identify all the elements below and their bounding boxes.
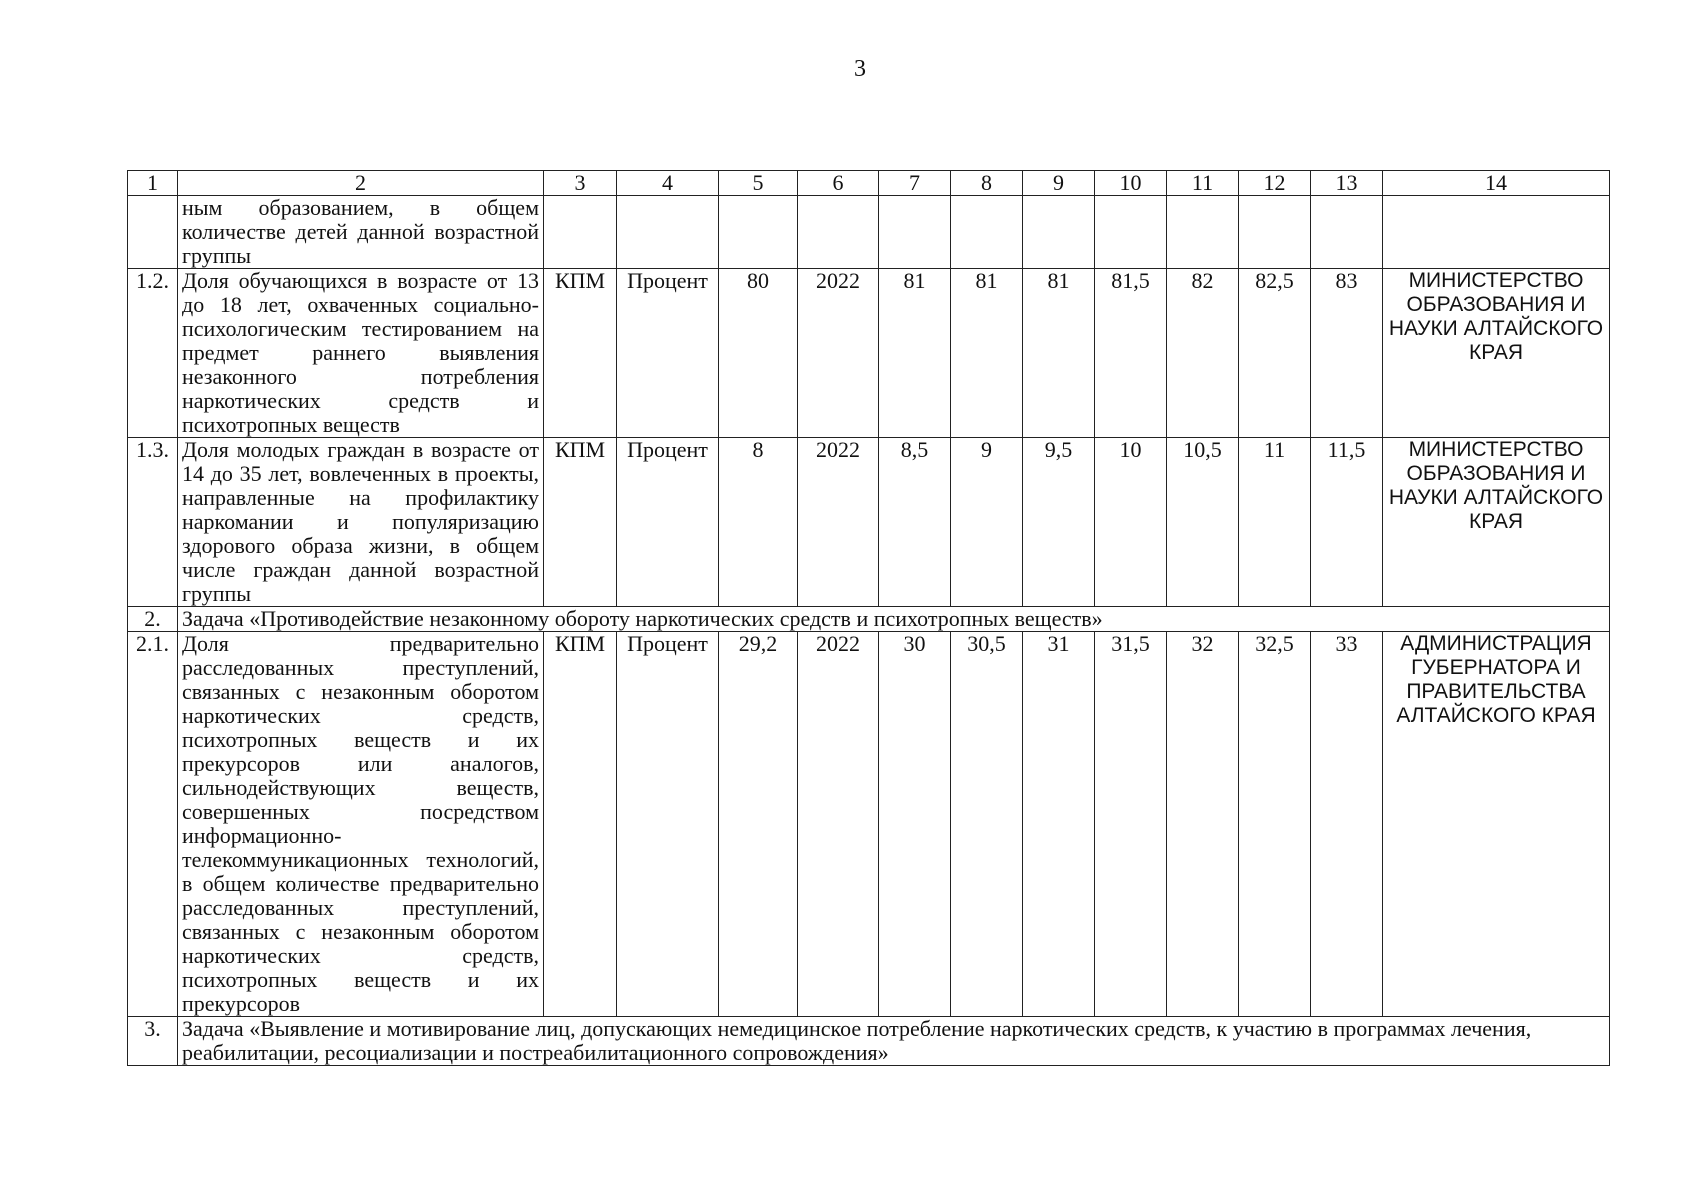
- header-cell-3: 3: [544, 171, 617, 196]
- header-cell-12: 12: [1239, 171, 1311, 196]
- unit-of-measure: Процент: [617, 632, 719, 1017]
- row-number: 1.3.: [128, 438, 178, 607]
- task-title: Задача «Выявление и мотивирование лиц, допускающих немедицинское потребление наркотических средств, к участию в программах лечения, реабилитации, ресоциализации и постреабилитационного сопровождения»: [178, 1017, 1610, 1066]
- value-cell: 81: [1023, 269, 1095, 438]
- task-number: 3.: [128, 1017, 178, 1066]
- value-cell: 10: [1095, 438, 1167, 607]
- value-cell: 31: [1023, 632, 1095, 1017]
- indicator-type: КПМ: [544, 632, 617, 1017]
- table-row: [128, 632, 1610, 1017]
- value-cell: 81: [879, 269, 951, 438]
- indicator-type: КПМ: [544, 269, 617, 438]
- task-number: 2.: [128, 607, 178, 632]
- base-value: 8: [719, 438, 798, 607]
- continuation-row: [128, 196, 1610, 269]
- indicator-type: КПМ: [544, 438, 617, 607]
- table-row: [128, 269, 1610, 438]
- header-cell-8: 8: [951, 171, 1023, 196]
- value-cell: 81,5: [1095, 269, 1167, 438]
- header-cell-9: 9: [1023, 171, 1095, 196]
- value-cell: 83: [1311, 269, 1383, 438]
- task-title: Задача «Противодействие незаконному обороту наркотических средств и психотропных веществ»: [178, 607, 1610, 632]
- value-cell: 82: [1167, 269, 1239, 438]
- row-number: 1.2.: [128, 269, 178, 438]
- indicator-name: Доля обучающихся в возрасте от 13 до 18 лет, охваченных социально-психологическим тестированием на предмет раннего выявления незаконного потребления наркотических средств и психотропных веществ: [178, 269, 544, 438]
- base-year: 2022: [798, 438, 879, 607]
- page-number: 3: [854, 56, 866, 82]
- header-cell-11: 11: [1167, 171, 1239, 196]
- value-cell: 9,5: [1023, 438, 1095, 607]
- value-cell: 11,5: [1311, 438, 1383, 607]
- base-year: 2022: [798, 632, 879, 1017]
- value-cell: 11: [1239, 438, 1311, 607]
- continuation-text: ным образованием, в общем количестве детей данной возрастной группы: [178, 196, 544, 269]
- header-cell-2: 2: [178, 171, 544, 196]
- value-cell: 82,5: [1239, 269, 1311, 438]
- responsible-body: АДМИНИСТРАЦИЯ ГУБЕРНАТОРА И ПРАВИТЕЛЬСТВА АЛТАЙСКОГО КРАЯ: [1383, 632, 1610, 1017]
- indicator-name: Доля молодых граждан в возрасте от 14 до 35 лет, вовлеченных в проекты, направленные на профилактику наркомании и популяризацию здорового образа жизни, в общем числе граждан данной возрастной группы: [178, 438, 544, 607]
- table-row: [128, 438, 1610, 607]
- base-year: 2022: [798, 269, 879, 438]
- unit-of-measure: Процент: [617, 438, 719, 607]
- base-value: 80: [719, 269, 798, 438]
- header-cell-4: 4: [617, 171, 719, 196]
- value-cell: 8,5: [879, 438, 951, 607]
- value-cell: 32,5: [1239, 632, 1311, 1017]
- responsible-body: МИНИСТЕРСТВО ОБРАЗОВАНИЯ И НАУКИ АЛТАЙСКОГО КРАЯ: [1383, 269, 1610, 438]
- row-number: 2.1.: [128, 632, 178, 1017]
- base-value: 29,2: [719, 632, 798, 1017]
- header-cell-1: 1: [128, 171, 178, 196]
- value-cell: 30: [879, 632, 951, 1017]
- value-cell: 30,5: [951, 632, 1023, 1017]
- value-cell: 31,5: [1095, 632, 1167, 1017]
- task-row: [128, 1017, 1610, 1066]
- value-cell: 10,5: [1167, 438, 1239, 607]
- indicators-table: [127, 170, 1610, 1066]
- task-row: [128, 607, 1610, 632]
- continuation-number: [128, 196, 178, 269]
- header-cell-5: 5: [719, 171, 798, 196]
- header-cell-7: 7: [879, 171, 951, 196]
- value-cell: 32: [1167, 632, 1239, 1017]
- indicator-name: Доля предварительно расследованных преступлений, связанных с незаконным оборотом наркотических средств, психотропных веществ и их прекурсоров или аналогов, сильнодействующих веществ, совершенных посредством информационно-телекоммуникационных технологий, в общем количестве предварительно расследованных преступлений, связанных с незаконным оборотом наркотических средств, психотропных веществ и их прекурсоров: [178, 632, 544, 1017]
- responsible-body: МИНИСТЕРСТВО ОБРАЗОВАНИЯ И НАУКИ АЛТАЙСКОГО КРАЯ: [1383, 438, 1610, 607]
- value-cell: 81: [951, 269, 1023, 438]
- header-row: [128, 171, 1610, 196]
- unit-of-measure: Процент: [617, 269, 719, 438]
- header-cell-14: 14: [1383, 171, 1610, 196]
- header-cell-13: 13: [1311, 171, 1383, 196]
- header-cell-10: 10: [1095, 171, 1167, 196]
- value-cell: 33: [1311, 632, 1383, 1017]
- value-cell: 9: [951, 438, 1023, 607]
- header-cell-6: 6: [798, 171, 879, 196]
